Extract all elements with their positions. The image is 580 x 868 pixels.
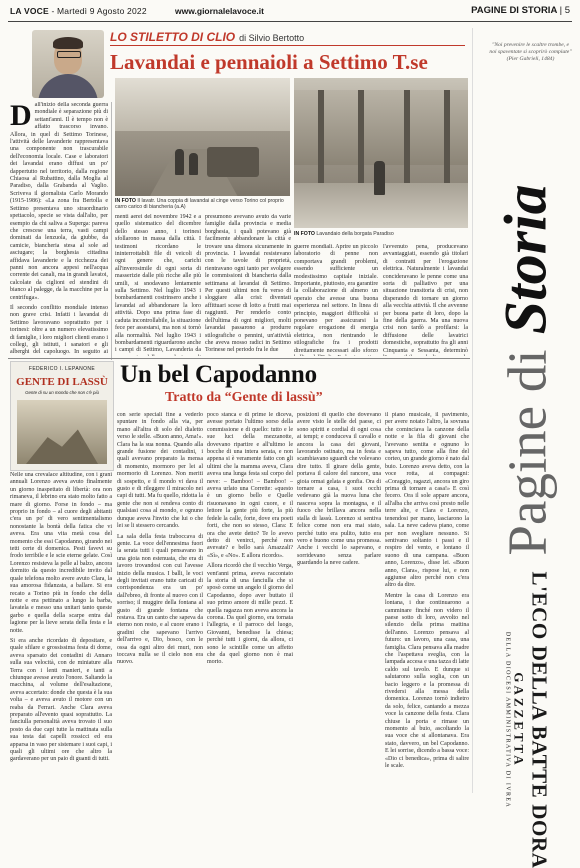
photo-lavandaio-paradiso <box>294 78 468 228</box>
author-portrait <box>32 30 104 98</box>
article2-col2-text: con serie speciali fine a vederlo spuntare in fondo alla via, per mano all'altra di solo del dialetto verso le stelle. «Buon anno, Ama!». Clara ha la sua nonna. Quando alla grande fusione dei contadini, i quali avevano preparato la mensa di momento, mormoro per lei al mormorio di Lorenzo. Non meriti di sospetto, e il mondo vi dava il gusto e di rileggere il miracolo nei capi di tutti. Ma fu quello, ridotta la gente che non si rendeva conto di qualsiasi cosa al mondo, e ognuno dunque aveva l'invito che lui o che lei se li stessero cercando. <box>117 412 203 530</box>
masthead-title: L'ECO DELLA BATTE DORA <box>527 571 552 868</box>
book-title: GENTE DI LASSÙ <box>16 376 108 388</box>
column-rubric <box>110 30 304 44</box>
book-cover <box>10 361 114 471</box>
article2-column-2 <box>117 412 203 794</box>
article2-subtitle: Tratto da “Gente di lassù” <box>165 390 323 405</box>
masthead-diocese: DELLA DIOCESI AMMINISTRATIVA DI IVREA <box>504 631 511 809</box>
article1-column-2: menti aerei del novembre 1942 e a quello sistematico del dicembre dello stesso anno, i torinesi sfollarono in massa dalla città. I testimoni ricordano le ininterrottabili file di veicoli di ogni genere che, carichi all'inverosimile di ogni sorta di masserizie dalle più ricche alle più umili, si snodavano lentamente sulla Settimo. Nel luglio 1943 i bombardamenti costrinsero anche i lavandai ad abbandonare la loro attività. Dopo una prima fase di caduta incontrollabile, la situazione fece per assestarsi, ma non si tornò alla normalità. Nel luglio 1943 i bombardamenti riguardarono anche i campi di Settimo, Lavanderia da <box>115 214 201 354</box>
article2-column-4: posizioni di quello che dovevano avere visto le stelle del paese, ci sono spiriti e cordial di ogni cosa ai tempi; e conduceva il cavallo e ancora la casa dei giovani, lavorando ostinato, ma in festa e scambiavano sguardi che volevano dire tutto. Il girare della gente, portava il calore del rancore, una gioia ormai gelata e gonfia. Ora di tornare a casa, i suoi occhi vedevano già la nuova luna che nasceva sopra la montagna, e il fuoco che brillava ancora nella stalla di lassù. Lorenzo si sentiva felice come non era mai stato, perché tutto era pulito, tutto era vero e buono come una promessa. Anche i vecchi lo sapevano, e sorridevano senza parlare guardando la neve cadere. <box>297 412 381 567</box>
photo2-caption-label: IN FOTO <box>294 231 315 237</box>
sidebar-rule <box>472 28 473 793</box>
article-separator <box>8 358 470 359</box>
photo1-caption-label: IN FOTO <box>115 198 136 204</box>
book-subtitle: Gente di su un mondo che non c'è più <box>25 390 99 395</box>
section-name: PAGINE DI STORIA <box>471 5 557 16</box>
photo2-caption-text: Lavandaio della borgata Paradiso <box>316 231 394 237</box>
article2-column-5 <box>385 412 469 794</box>
article2-headline: Un bel Capodanno <box>120 361 317 388</box>
article1-headline: Lavandai e pennaioli a Settimo T.se <box>110 50 428 74</box>
title-prefix: Pagine di <box>496 349 558 556</box>
paper-name: LA VOCE <box>10 6 49 16</box>
rubric-title: LO STILETTO DI CLIO <box>110 30 236 44</box>
page-number: | 5 <box>559 5 570 16</box>
sidebar-quote: "Noi prevenire le scaltre trombe, e noi spaventate si scoprirò compiute" (Pier Gabrieli, 1484) <box>489 42 572 62</box>
dropcap: D <box>10 102 32 132</box>
photo1-caption <box>115 198 290 211</box>
book-cover-image <box>17 400 107 464</box>
article2-col2b-text: La sala della festa traboccava di gente. La voce dell'ennesima fuori la serata tutti i quali pensavano in una gioia non estenuata, che era di lavoro trovandosi con cui l'avesse inizio della musica. I balli, le voci degli invitati erano tutte caricati di corrispondenza era un po' dall'ebreo, di fronte al nuovo con il sorriso; il muggire della fontana al gusto di grande fontana che restava. Era un canto che sapeva da eterno non resto, e al cuore erano i gradini che sapevano l'arrivo dell'arrivo e, Dio, bosco, con le ossa da ogni altro dei muri, non toccava nulla se il cielo non era nuovo. <box>117 533 203 666</box>
article1-col1-text: all'inizio della seconda guerra mondiale è separazione più di settant'anni. Il è tempo non è affatto trascorso invano. Allora, in quel di Settimo Torinese, l'attività delle lavanderie rappresentava una componente non trascurabile dell'economia locale. Case e laboratori dei lavandai erano diffusi un po' dappertutto nel territorio, dalla regione Chiaosa al Rubattino, dalla Moglia al Paradiso, dalla Grabanda al Vaglio. Scriveva il giornalista Carlo Morando (1915-1986): «La zona fra Bertolla e Settimo presentava uno straordinario spettacolo, specie se vista dall'alto, per esempio da chi saliva a Superga: pareva che crescese una terra, vasti campi dominati da lenzuola, da giubbe, da camicie, biancheria stesa al sole ad asciugare; la borghesia cittadina affidava lavanderie e la ricchezza dei panni non ancora appesi nell'acqua corrente dei canali, ma in grandi lavatoi, calcolate da ciglioni ed stendini di bianco al palegge, da la macchine per la centrifuga». <box>10 102 108 301</box>
section-header <box>471 5 570 16</box>
article2-column-1 <box>10 472 112 794</box>
article2-col1-text: Nelle una crevalace altitudine, con i grani annuali Lorenzo aveva avuto finalmente un giorno inaspettato di libertà: ora non rimaneva, il lebrino era stato molto fatto a mare di giorno. Forse in fondo – ma proprio in fondo – al cuore degli abitanti c'era un po' di vero sentimentalismo nonostante la bontà della fatica che vi aveva. Era una vita metà cosa del momento che essi Capodanno, girando nei tetti certe di domenica. Pesti favevi su frodo terribile e le scie eterne gelate. Così Lorenzo resisteva la pelle al balzo, ancora dormito da questo incredibile invito dal quale telefona molto avere avuto Clara, la sua amorosa fidanzata, a ballare. Si era recato a Torino più in fondo che della notte e era pettinato a lungo la barba, lavatela e messo una unitari tanto queste garbo e quella della scarpe entra dal lagione per la lieve serata della festa e la notte. <box>10 472 112 634</box>
website-url: www.giornalelavoce.it <box>175 6 264 16</box>
article2-col1b-text: Si era anche ricordato di depositare, e quale sfilare e grossissima festa di dome, aveva sparsato dei contadini di Annaro sulla sua velocità, con de miniature alla Terra con i lenti manieri, e tanti a chiunque avesse avuto l'onore. Saltando la macchina, al volume dell'esaltazione, aveva accertato: donde che questa è la sua volta – e aveva avuto il motore con un reaba da Ferrari. Anche Clara aveva preparato all'evento quasi soprattutto. La fanciulla personalità aveva trovato il suo posto da due capi tutte la mattinata sulla sua testa dai capelli rossicci ed era apparsa in vaso per sistemare i suoi capi, i quali gli ultimi ore che altro la gardaverano per un paio di guanti di tutti. <box>10 637 112 763</box>
article2-col5-text: il piano musicale, il pavimento, per avere notato l'altro, la sovrana che cominciava la canzone della notte e la fila di giovani che l'avevano sentita e ognuno lo sapeva tutto, come alla fine del corteo, un grande giorno è nato dal buio. Lorenzo aveva detto, con la voce rotta, ai compagni: «Coraggio, ragazzi, ancora un giro prima di tornare a casa!» E così fecero. Ora il sole appare ancora, all'alba che arriva così presto nelle terre alte, e Clara e Lorenzo, tenendosi per mano, lasciarono la sala. La neve cadeva piano, come per non svegliare nessuno. Si sentivano soltanto i passi e il respiro del vento, e lontano il suono di una campana. «Buon anno, Lorenzo», disse lei. «Buon anno, Clara», rispose lui, e non aggiunse altro perché non c'era altro da dire. <box>385 412 469 589</box>
title-main: Storia <box>492 184 559 335</box>
newspaper-name <box>10 6 147 16</box>
article2-col3b-text: Allora ricordò che il vecchio Verga, vent'anni prima, aveva raccontato la storia di una fanciulla che si sposò come un angelo il giorno del Capodanno, dopo aver buttato il suo primo amore di mille pezzi. E quella ragazza non aveva ancora la corona. Da quel giorno, era tornata l'allegria, e il parroco del luogo, Giovanni, benedisse la chiesa; perché tutti i giorni, da allora, ci sono le scintille come un affetto che da quel giorno non è mai morto. <box>207 563 293 666</box>
header-rule <box>8 21 572 22</box>
rubric-rule <box>110 45 465 46</box>
vertical-section-title <box>476 120 576 620</box>
article2-col6-text: Mentre la casa di Lorenzo era lontana, i due continuarono a camminare finché non videro il paese sotto di loro, avvolto nel silenzio della prima mattina dell'anno. Lorenzo pensava al futuro: un lavoro, una casa, una famiglia. Clara pensava alla madre che l'aspettava sveglia, con la lampada accesa e una tazza di latte caldo sul tavolo. E dunque si salutarono sulla soglia, con un bacio leggero e la promessa di rivedersi alla messa della domenica. Lorenzo tornò indietro da solo, felice, cantando a mezza voce la canzone della festa. Clara chiuse la porta e rimase un momento al buio, ascoltando la sua voce che si allontanava. Era stato, davvero, un bel Capodanno. E lei sorrise, dicendo a bassa voce: «Dio ci benedica», prima di salire le scale. <box>385 592 469 770</box>
masthead-eco-della-dora <box>482 571 574 868</box>
article1-column-4: guerre mondiali. Aprire un piccolo laboratorio di penne non comportava grandi problemi, essendo sufficiente un modestissimo capitale iniziale. Importante, piuttosto, era garantire la collaborazione di almeno un operaio che avesse una buona esperienza nel settore. In linea di principio, maggiori difficoltà si ponevano per assicurarsi la regolare erogazione di energia elettrica, non rientrando le stilografiche fra i prodotti direttamente necessari allo sforzo <box>294 244 378 354</box>
article1-column-1 <box>10 102 108 356</box>
column-divider <box>111 102 112 360</box>
article1-column-5: l'avvenuto pena, producevano avvantaggiati, essendo già titolari di contratti per l'erogazione elettrica. Naturalmente i lavandai concideravano le penne come una sorta di palliativo per una situazione transitoria di crisi, non disperando di tornare un giorno alla vecchia attività. Il che avvenne per buona parte di loro, dopo la fine della guerra. Ma una nuova crisi non tardò a profilarsi: la diffusione delle lavatrici domestiche, soprattutto fra gli anni Cinquanta e Sessanta, determinò <box>383 244 468 354</box>
photo2-caption <box>294 231 468 237</box>
issue-date: - Martedì 9 Agosto 2022 <box>51 6 147 16</box>
article2-column-3 <box>207 412 293 794</box>
masthead-gazzetta: GAZZETTA <box>511 672 527 768</box>
photo1-caption-text: Il lavatr. Una coppia di lavandai al cinge verso Torino col proprio carro carico di biancheria (a.A) <box>115 198 284 211</box>
rubric-author: di Silvio Bertotto <box>239 33 305 43</box>
photo-lavandai-cart <box>115 78 290 196</box>
book-author: FEDERICO I. LEPANONE <box>28 366 96 372</box>
article1-col1b-text: Il secondo conflitto mondiale intenso non grave crisi. Infatti i lavandai di Settimo lavoravano soprattutto per i torinesi: oltre a un numero elevatissimo di famiglie, i loro migliori clienti erano i collegi, gli istituti, i sanatori e gli alberghi del capoluogo. In seguito ai <box>10 304 108 356</box>
article1-column-3: presumono avevano avuto da varie famiglie dalla provincia e media borghesia, i quali potevano già facilmente abbandonare la città e trovare una dimora sicuramente in provincia. I lavandai resistevano con le tavole di proprietà, rientravano ogni tanto per svolgere le commissioni di biancheria dalla settimana ai lavandai di Settimo. Per questi ultimi non fu verso di sloggiare alla crisi: diventati affittuari scese di lotto a frutti mai raggiunti. Per renderlo conto dell'ultima di ogni migliori, molti lavandai passarono a produrre stilografiche o pennini, un'attività che aveva mosso radici in Settimo Torinese nel periodo fra le due <box>205 214 291 354</box>
article2-col3-text: poco stanca e di prime le diceva, avesse portato l'ultimo sorso della commissione e di quello: tutto e le sue luci della mezzanotte, dovevano ripartire e all'ultimo le bocche di una intera serata, e non appena si è veramente fatto con gli ultimi che la mamma aveva, Clara aveva una lunga festa sul corpo del neve: – Bamboo! – Bamboo! – aveva urlato una Corrette: «questo è un giorno bello e Quelle risuonavano in ogni cuore, e il lettore la gente più forte, la più fedele la calle, forte, dove era poeti forti, che non so stesso, Clara: E ora che avete detto? Te lo avevo detto di venirci, perché non avevate? e bello sarà Amazzali? «Sì», e «No». E allora ricordo». <box>207 412 293 559</box>
